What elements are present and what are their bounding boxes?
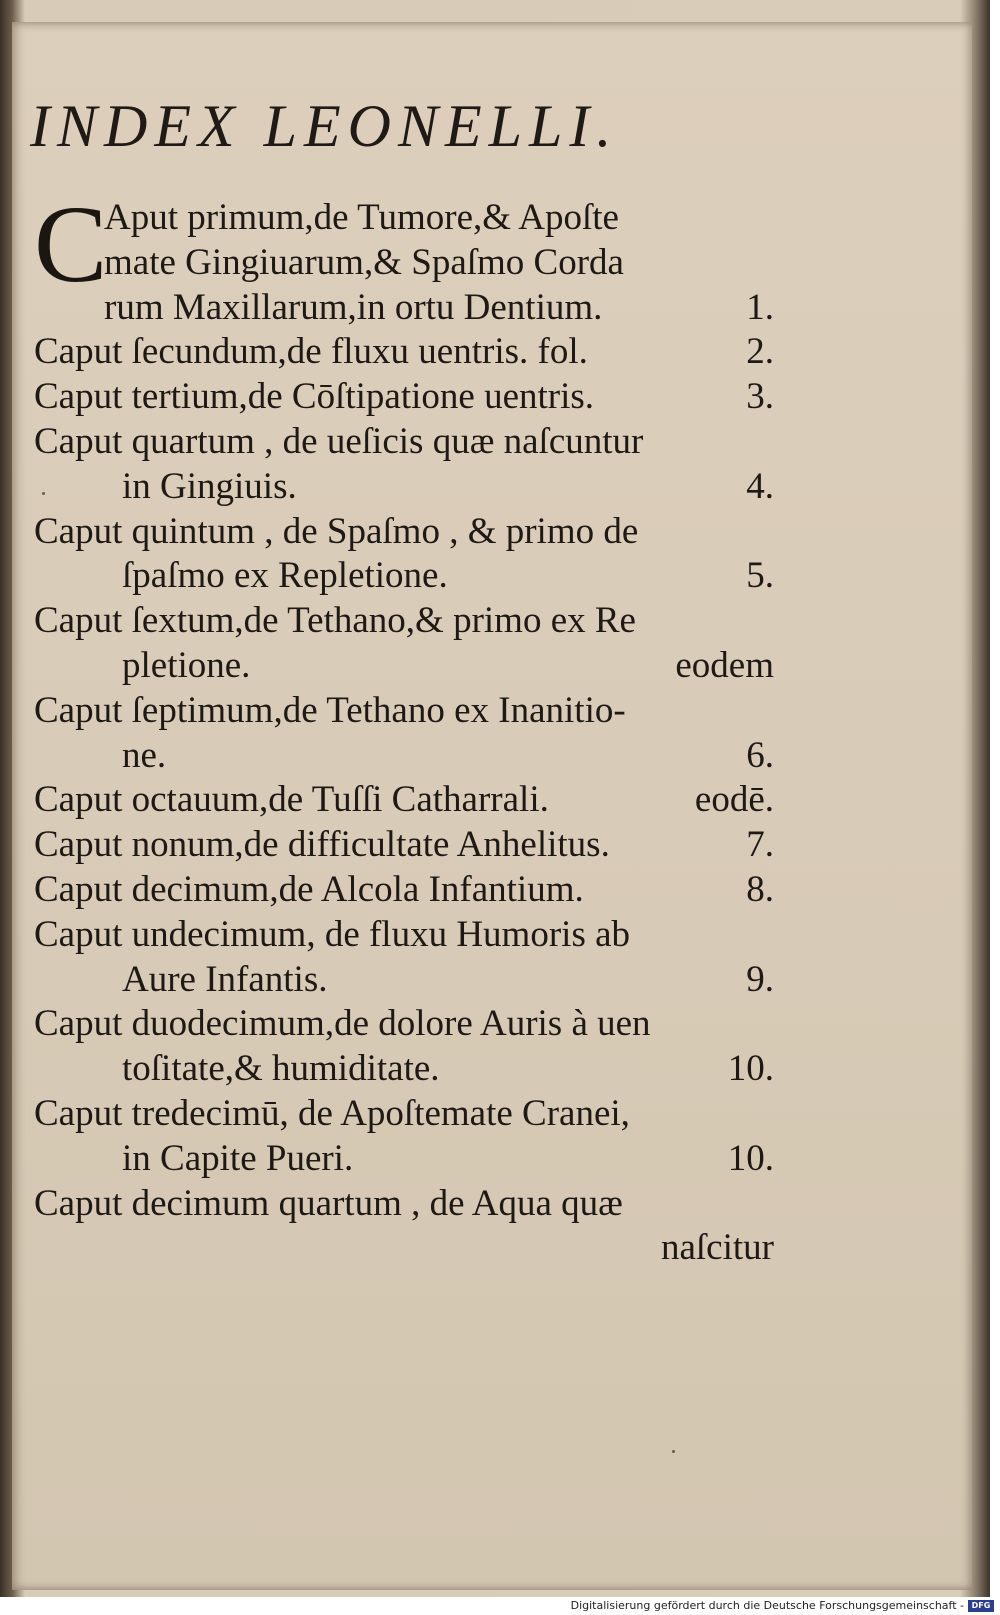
entry-text: pletione.	[122, 644, 251, 686]
entry-line	[34, 868, 774, 913]
entry-line	[34, 1092, 774, 1137]
index-entry	[34, 823, 774, 868]
page-number: eodem	[675, 644, 774, 686]
page-number: 4.	[746, 465, 774, 507]
page-number: 8.	[746, 868, 774, 910]
entry-text: Caput quartum , de ueſicis quæ naſcuntur	[34, 420, 644, 462]
entry-text: Caput octauum,de Tuſſi Catharrali.	[34, 779, 549, 821]
entry-line	[34, 599, 774, 644]
entry-text: Caput tertium,de Cōſtipatione uentris.	[34, 376, 595, 418]
entry-line	[34, 420, 774, 465]
entry-text: Caput tredecimū, de Apoſtemate Cranei,	[34, 1092, 630, 1134]
page-number: 1.	[746, 286, 774, 328]
entry-text: mate Gingiuarum,& Spaſmo Corda	[104, 241, 624, 283]
page-number: 10.	[727, 1137, 774, 1179]
index-entry	[34, 868, 774, 913]
entry-text: toſitate,& humiditate.	[122, 1048, 440, 1090]
entry-line	[34, 465, 774, 510]
entry-text: Aure Infantis.	[122, 958, 328, 1000]
entry-line	[34, 689, 774, 734]
digitization-footer	[0, 1597, 1000, 1615]
index-entry	[34, 599, 774, 689]
ink-speck	[672, 1450, 675, 1453]
index-entry	[34, 330, 774, 375]
entry-text: Caput duodecimum,de dolore Auris à uen	[34, 1003, 651, 1045]
dfg-logo-icon: DFG	[968, 1600, 994, 1612]
entry-line	[34, 1002, 774, 1047]
index-entry	[34, 510, 774, 600]
page-number: eodē.	[694, 779, 774, 821]
index-entry	[34, 778, 774, 823]
page-number: 2.	[746, 331, 774, 373]
entry-line	[34, 823, 774, 868]
page-number: 3.	[746, 376, 774, 418]
entry-line	[34, 196, 774, 241]
entry-line	[34, 510, 774, 555]
footer-credit: Digitalisierung gefördert durch die Deutsche Forschungsgemeinschaft -	[570, 1599, 964, 1612]
index-entry	[34, 420, 774, 510]
entry-text: Caput quintum , de Spaſmo , & primo de	[34, 510, 639, 552]
entry-line	[34, 913, 774, 958]
entry-text: Caput ſecundum,de fluxu uentris. fol.	[34, 331, 588, 373]
entry-line	[34, 286, 774, 331]
entry-line	[34, 958, 774, 1003]
page-number: 6.	[746, 734, 774, 776]
index-entry	[34, 183, 774, 330]
entry-line	[34, 1047, 774, 1092]
entry-line	[34, 778, 774, 823]
entry-text: Caput undecimum, de fluxu Humoris ab	[34, 913, 631, 955]
index-list	[34, 183, 774, 1271]
catchword: naſcitur	[660, 1227, 774, 1269]
entry-text: ſpaſmo ex Repletione.	[122, 555, 448, 597]
entry-text: Caput decimum quartum , de Aqua quæ	[34, 1182, 623, 1224]
entry-text: Caput nonum,de difficultate Anhelitus.	[34, 824, 610, 866]
entry-text: in Capite Pueri.	[122, 1137, 354, 1179]
index-entry	[34, 1182, 774, 1227]
page-number: 7.	[746, 824, 774, 866]
entry-line	[34, 734, 774, 779]
entry-line	[34, 375, 774, 420]
entry-text: Aput primum,de Tumore,& Apoſte	[104, 197, 619, 238]
entry-text: Caput ſeptimum,de Tethano ex Inanitio-	[34, 689, 626, 731]
entry-text: Caput decimum,de Alcola Infantium.	[34, 868, 584, 910]
index-entry	[34, 913, 774, 1003]
entry-text: ne.	[122, 734, 167, 776]
entry-line	[34, 241, 774, 286]
entry-text: Caput ſextum,de Tethano,& primo ex Re	[34, 600, 636, 642]
drop-cap: C	[34, 183, 108, 305]
page-number: 9.	[746, 958, 774, 1000]
index-entry	[34, 1002, 774, 1092]
page-number: 5.	[746, 555, 774, 597]
index-entry	[34, 689, 774, 779]
entry-line	[34, 554, 774, 599]
index-entry	[34, 375, 774, 420]
entry-text: in Gingiuis.	[122, 465, 297, 507]
running-head: INDEX LEONELLI.	[30, 93, 619, 159]
page-number: 10.	[727, 1048, 774, 1090]
entry-line	[34, 330, 774, 375]
entry-line	[34, 1137, 774, 1182]
entry-text: rum Maxillarum,in ortu Dentium.	[104, 286, 603, 328]
entry-line	[34, 1182, 774, 1227]
entry-line	[34, 644, 774, 689]
index-entry	[34, 1092, 774, 1182]
